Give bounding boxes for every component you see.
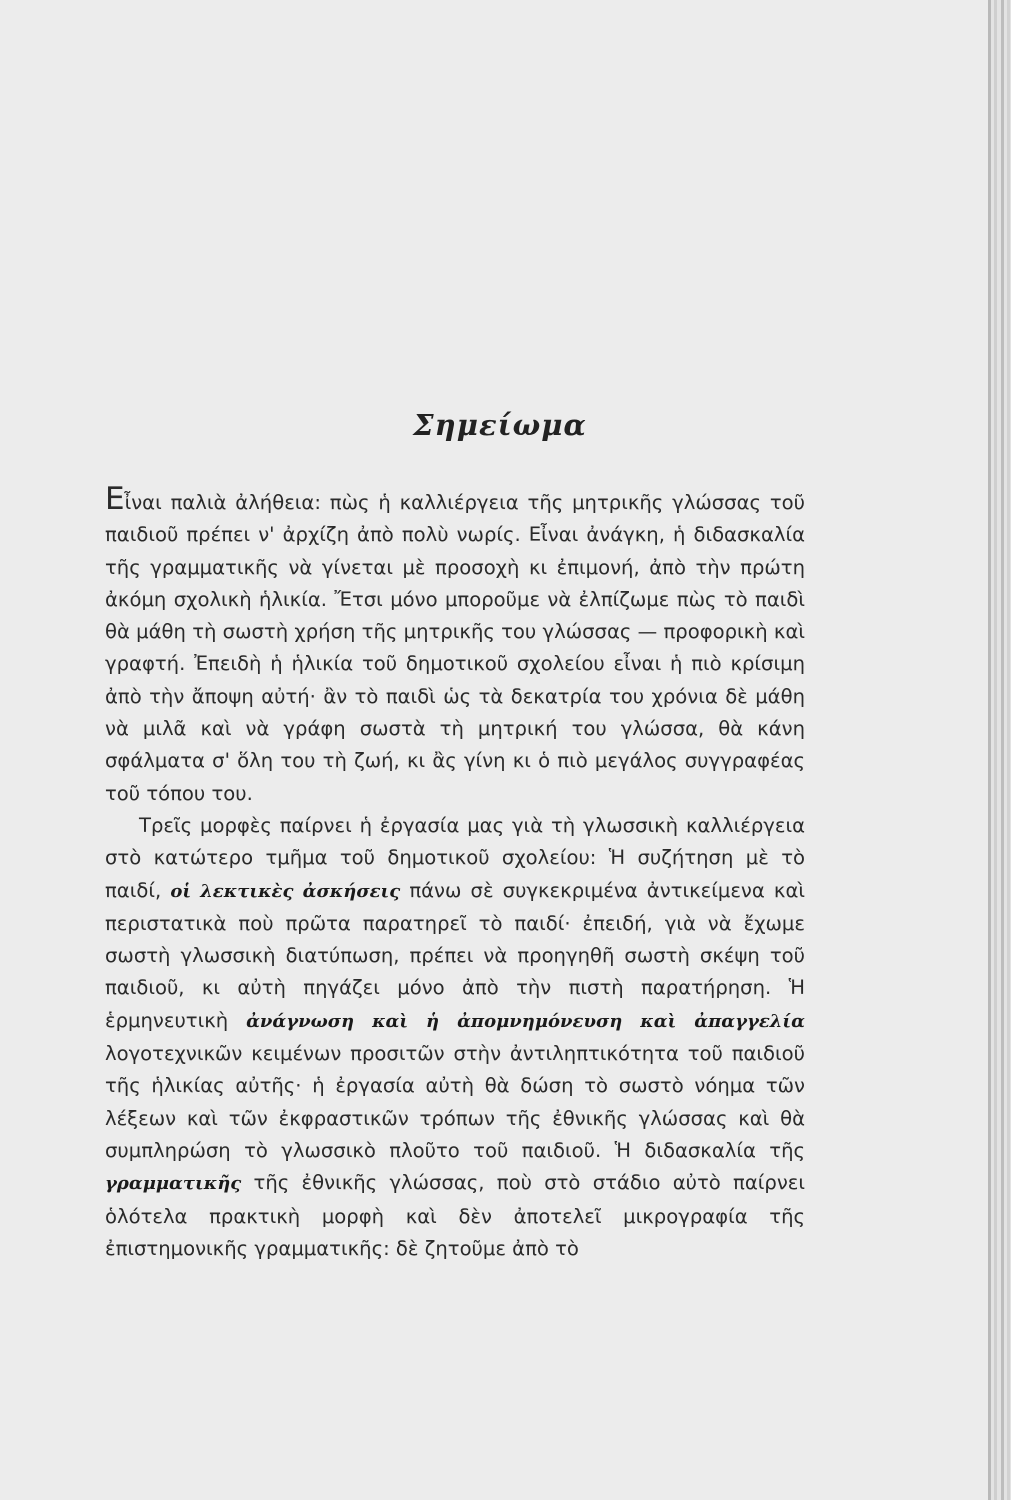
emphasis-reading-recitation: ἀνάγνωση καὶ ἡ ἀπομνημόνευση καὶ ἀπαγγελία — [246, 1010, 805, 1032]
page-edge — [994, 0, 997, 1500]
paragraph-1: Εἶναι παλιὰ ἀλήθεια: πὼς ἡ καλλιέργεια τῆς μητρικῆς γλώσσας τοῦ παιδιοῦ πρέπει ν' ἀρχίζη ἀπὸ πολὺ νωρίς. Εἶναι ἀνάγκη, ἡ διδασκαλία τῆς γραμματικῆς νὰ γίνεται μὲ προσοχὴ κι ἐπιμονή, ἀπὸ τὴν πρώτη ἀκόμη σχολικὴ ἡλικία. Ἔτσι μόνο μποροῦμε νὰ ἐλπίζωμε πὼς τὸ παιδὶ θὰ μάθη τὴ σωστὴ χρήση τῆς μητρικῆς του γλώσσας — προφορικὴ καὶ γραφτή. Ἐπειδὴ ἡ ἡλικία τοῦ δημοτικοῦ σχολείου εἶναι ἡ πιὸ κρίσιμη ἀπὸ τὴν ἄποψη αὐτή· ἂν τὸ παιδὶ ὡς τὰ δεκατρία του χρόνια δὲ μάθη νὰ μιλᾶ καὶ νὰ γράφη σωστὰ τὴ μητρική του γλώσσα, θὰ κάνη σφάλματα σ' ὅλη του τὴ ζωή, κι ἂς γίνη κι ὁ πιὸ μεγάλος συγγραφέας τοῦ τόπου του. — [105, 481, 805, 805]
emphasis-lexical-exercises: οἱ λεκτικὲς ἀσκήσεις — [170, 880, 401, 902]
page-edge — [1001, 0, 1004, 1500]
paragraph-2 — [105, 810, 805, 1265]
paragraph-2-text: πάνω σὲ συγκεκριμένα ἀντικείμενα καὶ περιστατικὰ ποὺ πρῶτα παρατηρεῖ τὸ παιδί· ἐπειδή, γιὰ νὰ ἔχωμε σωστὴ γλωσσικὴ διατύπωση, πρέπει νὰ προηγηθῆ σωστὴ σκέψη τοῦ παιδιοῦ, κι αὐτὴ πηγάζει μόνο ἀπὸ τὴν πιστὴ παρατήρηση. Ἡ ἑρμηνευτικὴ — [105, 878, 805, 1032]
paragraph-2-text: Τρεῖς μορφὲς παίρνει ἡ ἐργασία μας γιὰ τὴ γλωσσικὴ καλλιέργεια στὸ κατώτερο τμῆμα τοῦ δημοτικοῦ σχολείου: Ἡ συζήτηση μὲ τὸ παιδί, — [105, 813, 805, 902]
paragraph-2-text: τῆς ἐθνικῆς γλώσσας, ποὺ στὸ στάδιο αὐτὸ παίρνει ὁλότελα πρακτικὴ μορφὴ καὶ δὲν ἀποτελεῖ μικρογραφία τῆς ἐπιστημονικῆς γραμματικῆς: δὲ ζητοῦμε ἀπὸ τὸ — [105, 1171, 805, 1260]
page-edge — [1007, 0, 1010, 1500]
paragraph-2-text: λογοτεχνικῶν κειμένων προσιτῶν στὴν ἀντιληπτικότητα τοῦ παιδιοῦ τῆς ἡλικίας αὐτῆς· ἡ ἐργασία αὐτὴ θὰ δώση τὸ σωστὸ νόημα τῶν λέξεων καὶ τῶν ἐκφραστικῶν τρόπων τῆς ἐθνικῆς γλώσσας καὶ θὰ συμπληρώση τὸ γλωσσικὸ πλοῦτο τοῦ παιδιοῦ. Ἡ διδασκαλία τῆς — [105, 1042, 805, 1162]
body-text — [105, 481, 805, 1265]
page-title: Σημείωμα — [413, 408, 587, 442]
emphasis-grammar: γραμματικῆς — [105, 1173, 242, 1195]
page-edge — [988, 0, 991, 1500]
